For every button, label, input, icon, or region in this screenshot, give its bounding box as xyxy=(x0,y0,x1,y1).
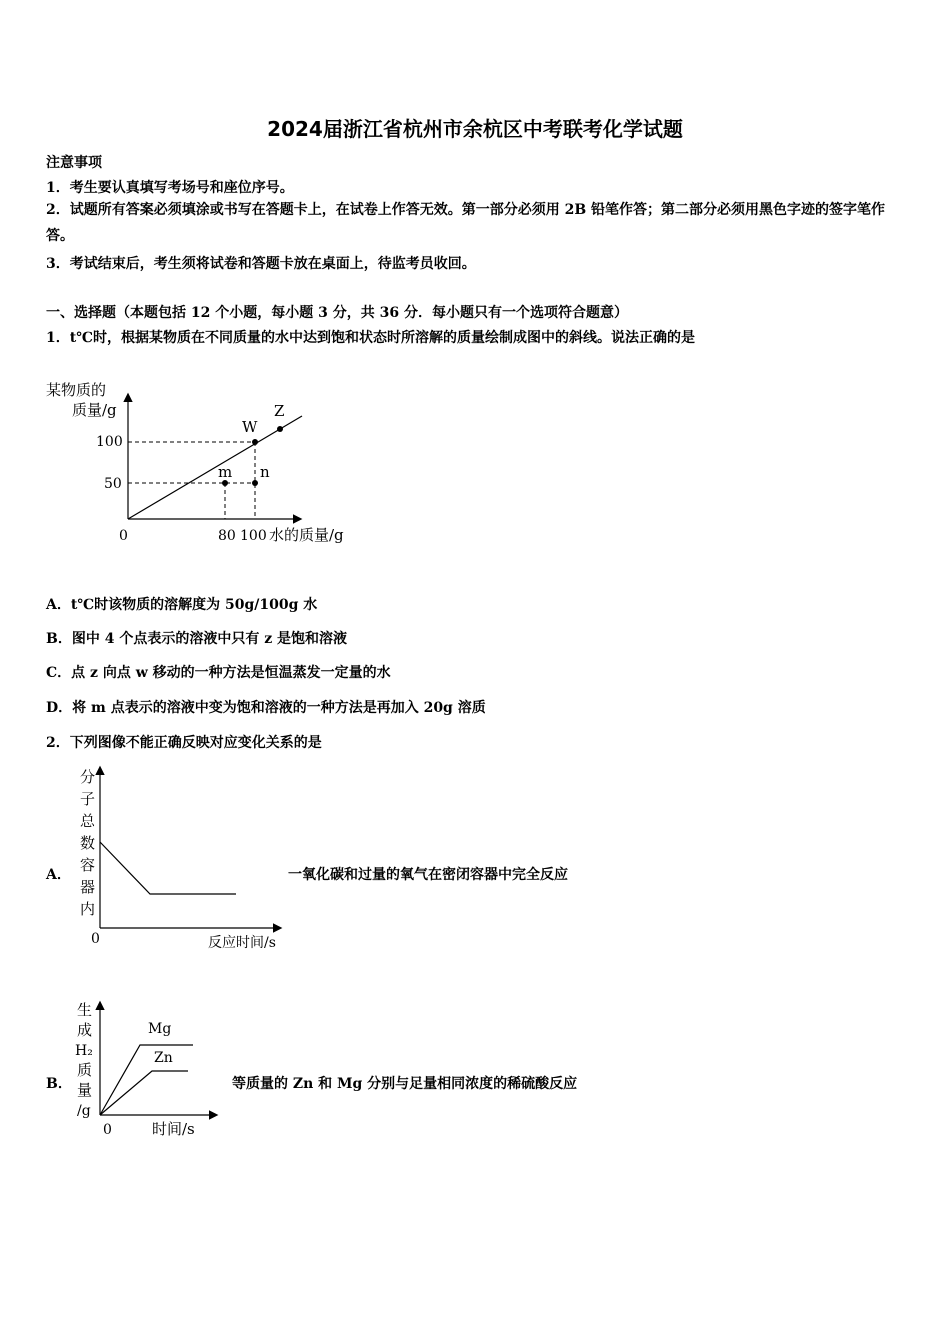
section-heading: 一、选择题（本题包括 12 个小题，每小题 3 分，共 36 分．每小题只有一个选项符合题意） xyxy=(46,305,628,321)
x-label: 水的质量/g xyxy=(269,526,344,544)
q2-b-label-zn: Zn xyxy=(154,1050,173,1066)
q2-b-curve-mg xyxy=(100,1045,193,1115)
q2-a-xlabel: 反应时间/s xyxy=(208,935,276,951)
q2-b-origin: 0 xyxy=(103,1122,112,1138)
q2-option-a-letter: A． xyxy=(46,867,71,883)
y-tick-50: 50 xyxy=(104,476,122,492)
solubility-graph xyxy=(40,375,370,550)
q2-b-ylabel-6: /g xyxy=(77,1103,91,1119)
solubility-line xyxy=(128,416,302,519)
q2-b-xlabel: 时间/s xyxy=(152,1120,195,1138)
x-tick-100: 100 xyxy=(240,528,267,544)
point-w-label: W xyxy=(242,418,258,436)
origin-label: 0 xyxy=(119,528,128,544)
q2-option-b-letter: B． xyxy=(46,1076,72,1092)
q1-option-c: C．点 z 向点 w 移动的一种方法是恒温蒸发一定量的水 xyxy=(46,665,391,681)
q2-option-a-text: 一氧化碳和过量的氧气在密闭容器中完全反应 xyxy=(288,867,568,883)
y-tick-100: 100 xyxy=(96,434,123,450)
q2-a-ylabel-1: 分 xyxy=(80,768,96,786)
q2-a-curve xyxy=(100,842,236,894)
question-1-stem: 1．t℃时，根据某物质在不同质量的水中达到饱和状态时所溶解的质量绘制成图中的斜线。说法正确的是 xyxy=(46,330,695,346)
point-z xyxy=(277,426,283,432)
point-z-label: Z xyxy=(274,402,285,420)
q2-a-graph xyxy=(70,762,300,954)
notice-heading: 注意事项 xyxy=(46,155,102,171)
q2-b-ylabel-1: 生 xyxy=(77,1001,93,1019)
q2-a-ylabel-4: 数 xyxy=(80,834,96,852)
notice-item-2: 2．试题所有答案必须填涂或书写在答题卡上，在试卷上作答无效。第一部分必须用 2B 铅笔作答；第二部分必须用黑色字迹的签字笔作答。 xyxy=(46,202,886,244)
q2-b-ylabel-2: 成 xyxy=(77,1021,93,1039)
y-label-line1: 某物质的 xyxy=(46,381,107,399)
x-tick-80: 80 xyxy=(218,528,236,544)
q2-a-ylabel-2: 子 xyxy=(80,790,96,808)
q1-option-a: A．t℃时该物质的溶解度为 50g/100g 水 xyxy=(46,597,318,613)
q2-b-graph xyxy=(70,995,230,1145)
q2-a-ylabel-5: 容 xyxy=(80,856,96,874)
q1-option-b: B．图中 4 个点表示的溶液中只有 z 是饱和溶液 xyxy=(46,631,348,647)
q2-b-ylabel-5: 量 xyxy=(77,1081,93,1099)
y-label-line2: 质量/g xyxy=(72,401,117,419)
point-w xyxy=(252,439,258,445)
point-m-label: m xyxy=(218,463,233,481)
q2-a-ylabel-6: 器 xyxy=(80,878,96,896)
q2-option-b-text: 等质量的 Zn 和 Mg 分别与足量相同浓度的稀硫酸反应 xyxy=(232,1076,578,1092)
q2-b-ylabel-4: 质 xyxy=(77,1061,93,1079)
q2-a-origin: 0 xyxy=(91,931,100,947)
q2-a-ylabel-7: 内 xyxy=(80,900,96,918)
question-2-stem: 2．下列图像不能正确反映对应变化关系的是 xyxy=(46,735,322,751)
q2-b-ylabel-3: H₂ xyxy=(75,1043,93,1059)
q2-b-label-mg: Mg xyxy=(148,1021,172,1037)
notice-item-3: 3．考试结束后，考生须将试卷和答题卡放在桌面上，待监考员收回。 xyxy=(46,256,476,272)
q1-option-d: D．将 m 点表示的溶液中变为饱和溶液的一种方法是再加入 20g 溶质 xyxy=(46,700,486,716)
q2-a-ylabel-3: 总 xyxy=(80,812,96,830)
point-n-label: n xyxy=(260,463,270,481)
page-title: 2024届浙江省杭州市余杭区中考联考化学试题 xyxy=(267,117,683,141)
point-n xyxy=(252,480,258,486)
notice-item-1: 1．考生要认真填写考场号和座位序号。 xyxy=(46,180,294,196)
